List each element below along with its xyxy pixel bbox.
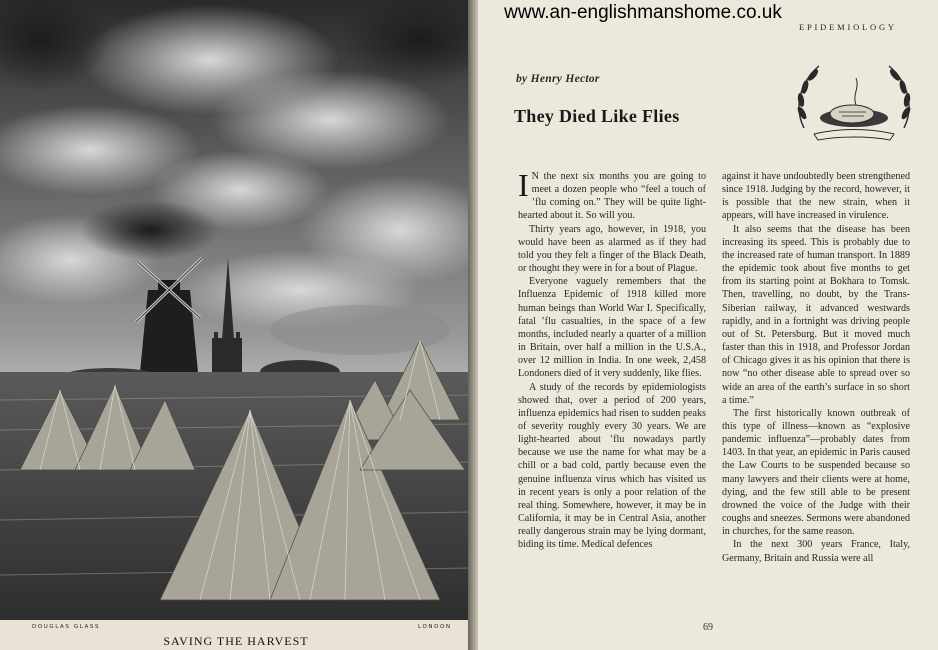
article-column-1	[518, 170, 706, 615]
paragraph-1	[518, 170, 706, 223]
section-running-head: EPIDEMIOLOGY	[799, 22, 897, 32]
drop-cap: I	[518, 170, 529, 203]
wreath-bread-illustration	[794, 58, 914, 144]
paragraph-5: against it have undoubtedly been strengthened since 1918. Judging by the record, however, it is possible that the new strain, when it appears, will have increased in virulence.	[722, 171, 910, 222]
watermark-url: www.an-englishmanshome.co.uk	[504, 2, 782, 23]
article-column-2	[722, 170, 910, 615]
paragraph-3: Everyone vaguely remembers that the Influenza Epidemic of 1918 killed more human beings than World War I. Specifically, fatal ’flu casualties, in the space of a few months, included nearly a quarter of a million in Britain, over half a million in the U.S.A., over 12 million in India. In one week, 2,458 Londoners died of it very suddenly, like flies.	[518, 276, 706, 380]
photo-credit-location: LONDON	[418, 624, 452, 630]
paragraph-2: Thirty years ago, however, in 1918, you would have been as alarmed as if they had told you they felt a finger of the Black Death, or thought they were in for a bout of Plague.	[518, 223, 706, 275]
page-number: 69	[703, 622, 713, 633]
harvest-photo	[0, 0, 472, 620]
paragraph-7: The first historically known outbreak of this type of illness—known as “explosive pandemic influenza”—probably dates from 1403. In that year, an epidemic in Paris caused the Law Courts to be suspended because so many lawyers and their clients were at home, dying, and the few still able to be present drowned the voice of the Judge with their coughs and sneezes. Sermons were abandoned in churches, for the same reason.	[722, 407, 910, 538]
article-byline: by Henry Hector	[516, 73, 600, 85]
paragraph-6: It also seems that the disease has been increasing its speed. This is probably due to the increased rate of human transport. In 1889 the epidemic took about five months to get from its starting point at Bokhara to Tomsk. Then, travelling, no doubt, by the Trans-Siberian railway, it advanced westwards rapidly, and in a fortnight was driving people out of St. Petersburg. But it moved much faster than this in 1918, and Professor Jordan of Chicago gives it as his opinion that there is now “no other disease able to spread over so wide an area of the earth’s surface in so short a time.”	[722, 223, 910, 406]
paragraph-8: In the next 300 years France, Italy, Germany, Britain and Russia were all	[722, 539, 910, 564]
paragraph-4: A study of the records by epidemiologists showed that, over a period of 200 years, influenza epidemics had risen to sudden peaks of severity roughly every 30 years. We are light-hearted about ’flu nowadays partly because we use the name for what may be a chill or a bad cold, partly because even the genuine influenza virus which has visited us in recent years is only a poor relation of the real thing. Somewhere, however, it may be in California, it may be in Central Asia, another really dangerous strain may be lying dormant, biding its time. Medical defences	[518, 381, 706, 551]
photo-caption: SAVING THE HARVEST	[163, 634, 309, 648]
article-title: They Died Like Flies	[514, 106, 680, 126]
photo-credit-photographer: DOUGLAS GLASS	[32, 624, 101, 630]
paragraph-1-text: N the next six months you are going to meet a dozen people who “feel a touch of ’flu coming on.” They will be quite light-hearted about it. So will you.	[518, 171, 706, 222]
right-page	[478, 0, 938, 650]
